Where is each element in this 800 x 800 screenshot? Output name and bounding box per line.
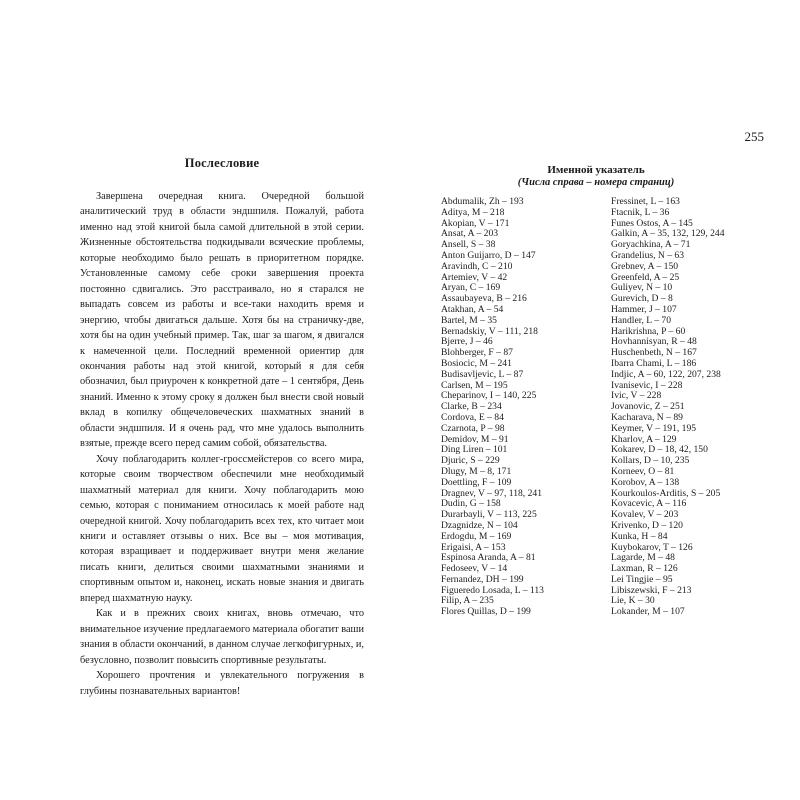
- index-entry: Erdogdu, M – 169: [441, 530, 512, 542]
- index-entry: Kovalev, V – 203: [611, 509, 679, 521]
- index-entry: Cheparinov, I – 140, 225: [441, 390, 537, 402]
- index-entry: Grandelius, N – 63: [611, 249, 685, 261]
- index-entry: Ivic, V – 228: [611, 390, 662, 402]
- index-entry: Kollars, D – 10, 235: [611, 455, 690, 467]
- index-entry: Guliyev, N – 10: [611, 282, 673, 294]
- index-entry: Kokarev, D – 18, 42, 150: [611, 444, 708, 456]
- index-entry: Greenfeld, A – 25: [611, 271, 680, 283]
- index-entry: Gurevich, D – 8: [611, 293, 673, 305]
- index-entry: Korobov, A – 138: [611, 476, 680, 488]
- index-entry: Ansat, A – 203: [441, 228, 499, 240]
- index-entry: Korneev, O – 81: [611, 465, 675, 477]
- index-entry: Bjerre, J – 46: [441, 336, 493, 348]
- index-entry: Jovanovic, Z – 251: [611, 401, 685, 413]
- index-entry: Espinosa Aranda, A – 81: [441, 552, 536, 564]
- index-entry: Figueredo Losada, L – 113: [441, 584, 544, 596]
- index-entry: Budisavljevic, L – 87: [441, 368, 524, 380]
- index-entry: Durarbayli, V – 113, 225: [441, 509, 537, 521]
- index-entry: Ivanisevic, I – 228: [611, 379, 683, 391]
- index-entry: Kunka, H – 84: [611, 530, 668, 542]
- index-entry: Kourkoulos-Arditis, S – 205: [611, 487, 721, 499]
- index-column-left: [441, 197, 611, 618]
- index-entry: Blohberger, F – 87: [441, 347, 513, 359]
- index-entry: Kacharava, N – 89: [611, 411, 683, 423]
- index-entry: Kharlov, A – 129: [611, 433, 677, 445]
- index-entry: Ding Liren – 101: [441, 444, 508, 456]
- page-number: 255: [744, 129, 764, 144]
- index-entry: Djuric, S – 229: [441, 455, 500, 467]
- index-entry: Aravindh, C – 210: [441, 260, 513, 272]
- afterword-paragraph: Хочу поблагодарить коллег-гроссмейстеров со всего мира, которые своим творчеством обеспечили мне необходимый шахматный материал для книги. Хочу поблагодарить мою семью, которая с пониманием относилась к моей работе над очередной книгой. Хочу поблагодарить всех тех, кто читает мои книги и оставляет отзывы о них. Все вы – моя мотивация, которая взращивает и поддерживает внутри меня желание писать книги, делиться своими шахматными знаниями и спортивным опытом и, наконец, искать новые знания и двигать вперед шахматную науку.: [80, 453, 364, 604]
- afterword-paragraph: Хорошего прочтения и увлекательного погружения в глубины познавательных вариантов!: [80, 670, 364, 697]
- index-entry: Fedoseev, V – 14: [441, 563, 508, 575]
- index-entry: Grebnev, A – 150: [611, 260, 679, 272]
- index-entry: Atakhan, A – 54: [441, 303, 504, 315]
- index-entry: Dzagnidze, N – 104: [441, 519, 518, 531]
- index-entry: Bartel, M – 35: [441, 314, 497, 326]
- index-entry: Galkin, A – 35, 132, 129, 244: [611, 228, 725, 240]
- index-entry: Cordova, E – 84: [441, 411, 504, 423]
- index-entry: Ftacnik, L – 36: [611, 206, 670, 218]
- index-entry: Harikrishna, P – 60: [611, 325, 686, 337]
- index-entry: Aryan, C – 169: [441, 282, 501, 294]
- name-index-section: [441, 164, 751, 618]
- index-entry: Akopian, V – 171: [441, 217, 510, 229]
- index-entry: Bosiocic, M – 241: [441, 357, 512, 369]
- index-entry: Ibarra Chami, L – 186: [611, 357, 697, 369]
- afterword-section: [80, 156, 364, 699]
- index-entry: Krivenko, D – 120: [611, 519, 683, 531]
- index-entry: Anton Guijarro, D – 147: [441, 249, 536, 261]
- index-entry: Keymer, V – 191, 195: [611, 422, 697, 434]
- index-entry: Dudin, G – 158: [441, 498, 501, 510]
- index-entry: Lei Tingjie – 95: [611, 573, 673, 585]
- index-entry: Indjic, A – 60, 122, 207, 238: [611, 368, 721, 380]
- afterword-paragraph: Как и в прежних своих книгах, вновь отмечаю, что внимательное изучение предлагаемого материала обогатит ваши знания в области окончаний, в данном случае легкофигурных, и, безусловно, позволит повысить спортивные результаты.: [80, 608, 364, 666]
- index-entry: Demidov, M – 91: [441, 433, 509, 445]
- index-entry: Huschenbeth, N – 167: [611, 347, 697, 359]
- index-entry: Kovacevic, A – 116: [611, 498, 687, 510]
- index-entry: Kuybokarov, T – 126: [611, 541, 693, 553]
- index-entry: Aditya, M – 218: [441, 206, 505, 218]
- index-entry: Bernadskiy, V – 111, 218: [441, 325, 538, 337]
- index-title: Именной указатель: [547, 164, 645, 176]
- index-entry: Czarnota, P – 98: [441, 422, 505, 434]
- index-entry: Goryachkina, A – 71: [611, 239, 691, 251]
- index-entry: Flores Quillas, D – 199: [441, 606, 531, 618]
- index-entry: Dlugy, M – 8, 171: [441, 465, 512, 477]
- index-entry: Handler, L – 70: [611, 314, 672, 326]
- index-entry: Lagarde, M – 48: [611, 552, 675, 564]
- index-entry: Funes Ostos, A – 145: [611, 217, 693, 229]
- afterword-title: Послесловие: [184, 156, 260, 170]
- index-subtitle: (Числа справа – номера страниц): [517, 177, 675, 188]
- index-entry: Lie, K – 30: [611, 595, 655, 607]
- index-entry: Hammer, J – 107: [611, 303, 677, 315]
- index-entry: Fernandez, DH – 199: [441, 573, 524, 585]
- index-entry: Ansell, S – 38: [441, 239, 496, 251]
- index-entry: Doettling, F – 109: [441, 476, 512, 488]
- index-entry: Filip, A – 235: [441, 595, 494, 607]
- index-entry: Abdumalik, Zh – 193: [441, 196, 524, 207]
- index-entry: Dragnev, V – 97, 118, 241: [441, 487, 542, 499]
- index-entry: Carlsen, M – 195: [441, 379, 508, 391]
- afterword-paragraph: Завершена очередная книга. Очередной большой аналитический труд в области эндшпиля. Пожалуй, работа именно над этой книгой была самой длительной в этой серии. Жизненные обстоятельства подкидывали всяческие проблемы, которые необходимо было решать в приоритетном порядке. Установленные самому себе сроки завершения проекта постоянно сдвигались. Это расстраивало, но я старался не выпадать совсем из работы и все-таки находить время и энергию, чтобы двигаться дальше. Хотя бы на страничку-две, хотя бы на один учебный пример. Так, шаг за шагом, я двигался к намеченной цели. Последний временной ориентир для окончания работы над этой книгой, который я для себя обозначил, был приурочен к конкретной дате – 1 сентября, День знаний. Именно к этому сроку я должен был внести свой новый вклад в копилку общечеловеческих шахматных знаний в области эндшпиля. И я очень рад, что мне удалось выполнить взятые, прежде всего перед самим собой, обязательства.: [80, 191, 364, 450]
- index-entry: Assaubayeva, B – 216: [441, 293, 527, 305]
- index-entry: Libiszewski, F – 213: [611, 584, 692, 596]
- index-column-right: [611, 197, 751, 618]
- index-entry: Clarke, B – 234: [441, 401, 502, 413]
- index-entry: Lokander, M – 107: [611, 606, 685, 618]
- index-entry: Artemiev, V – 42: [441, 271, 508, 283]
- index-entry: Erigaisi, A – 153: [441, 541, 506, 553]
- index-entry: Hovhannisyan, R – 48: [611, 336, 697, 348]
- index-entry: Fressinet, L – 163: [611, 196, 680, 207]
- index-entry: Laxman, R – 126: [611, 563, 678, 575]
